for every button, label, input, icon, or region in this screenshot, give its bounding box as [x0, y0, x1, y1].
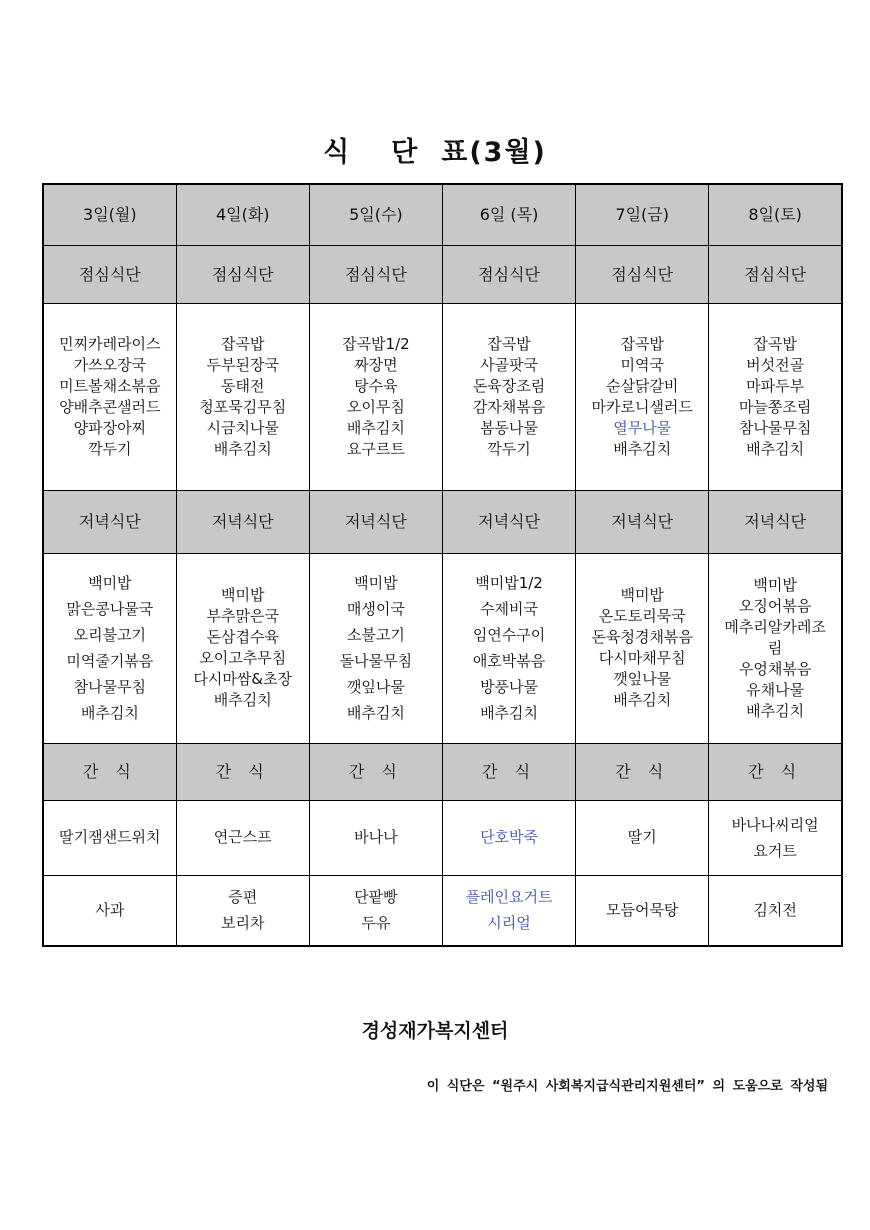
menu-item: 배추김치	[746, 701, 805, 720]
snack-label: 간 식	[176, 743, 309, 800]
snack-label: 간 식	[442, 743, 575, 800]
menu-item: 백미밥	[354, 574, 398, 592]
menu-item: 참나물무침	[738, 418, 812, 437]
lunch-cell-thu	[442, 303, 575, 490]
menu-item: 유채나물	[746, 680, 805, 699]
menu-item: 양배추콘샐러드	[59, 397, 161, 416]
menu-item: 다시마쌈&초장	[193, 670, 293, 688]
snack-label: 간 식	[43, 743, 176, 800]
title-part-3: 표(3월)	[441, 137, 547, 168]
snack1-cell-mon	[43, 800, 176, 875]
menu-item: 잡곡밥	[753, 334, 797, 353]
snack2-cell-thu	[442, 875, 575, 946]
menu-item: 배추김치	[746, 439, 805, 458]
lunch-cell-tue	[176, 303, 309, 490]
menu-item: 마늘쫑조림	[738, 397, 812, 416]
meal-plan-table	[42, 183, 843, 947]
menu-item: 배추김치	[213, 439, 272, 458]
dinner-label: 저녁식단	[709, 490, 842, 553]
menu-item: 배추김치	[613, 691, 672, 709]
menu-item: 잡곡밥1/2	[342, 334, 410, 353]
menu-item: 가쓰오장국	[73, 355, 147, 374]
menu-item: 깻잎나물	[346, 678, 405, 696]
menu-item-highlight: 플레인요거트	[465, 888, 553, 907]
menu-item: 민찌카레라이스	[59, 334, 161, 353]
snack-label: 간 식	[709, 743, 842, 800]
menu-item: 돈육장조림	[472, 376, 546, 395]
day-header-cell: 5일(수)	[309, 184, 442, 245]
title-part-1: 식	[323, 137, 352, 168]
dinner-cell-wed	[309, 553, 442, 743]
menu-item: 백미밥	[620, 586, 664, 604]
snack1-cell-tue	[176, 800, 309, 875]
dinner-label: 저녁식단	[176, 490, 309, 553]
menu-item: 증편	[228, 888, 258, 907]
dinner-header-row	[43, 490, 842, 553]
menu-item: 배추김치	[613, 439, 672, 458]
lunch-label: 점심식단	[43, 245, 176, 303]
menu-item: 돌나물무침	[339, 652, 413, 670]
lunch-row	[43, 303, 842, 490]
snack1-cell-sat	[709, 800, 842, 875]
menu-item: 배추김치	[346, 418, 405, 437]
lunch-cell-sat	[709, 303, 842, 490]
menu-item: 양파장아찌	[73, 418, 147, 437]
snack-row-1	[43, 800, 842, 875]
menu-item: 배추김치	[480, 704, 539, 722]
menu-item: 부추맑은국	[206, 607, 279, 625]
menu-item: 미트볼채소볶음	[59, 376, 161, 395]
menu-item: 시금치나물	[206, 418, 279, 437]
menu-item: 깻잎나물	[613, 670, 672, 688]
dinner-row	[43, 553, 842, 743]
dinner-label: 저녁식단	[442, 490, 575, 553]
menu-item-highlight: 단호박죽	[480, 828, 539, 846]
menu-item: 버섯전골	[746, 355, 805, 374]
menu-item: 미역줄기볶음	[66, 652, 154, 670]
menu-item: 청포묵김무침	[199, 397, 287, 416]
credit-note: 이 식단은 “원주시 사회복지급식관리지원센터” 의 도움으로 작성됨	[426, 1079, 828, 1094]
menu-item: 바나나씨리얼	[731, 815, 819, 834]
menu-item: 요거트	[753, 841, 797, 860]
menu-item: 딸기	[627, 828, 657, 846]
lunch-cell-wed	[309, 303, 442, 490]
day-header-cell: 4일(화)	[176, 184, 309, 245]
menu-item: 잡곡밥	[487, 334, 531, 353]
menu-item: 탕수육	[354, 376, 398, 395]
menu-item: 딸기잼샌드위치	[59, 828, 161, 846]
snack1-cell-wed	[309, 800, 442, 875]
menu-item: 오리불고기	[73, 626, 147, 644]
center-name: 경성재가복지센터	[361, 1020, 509, 1042]
menu-item: 오이무침	[346, 397, 405, 416]
menu-item: 사골팟국	[480, 355, 539, 374]
menu-item: 두유	[361, 914, 391, 933]
menu-item: 배추김치	[346, 704, 405, 722]
snack1-cell-thu	[442, 800, 575, 875]
menu-item: 임연수구이	[472, 626, 546, 644]
menu-item: 연근스프	[213, 828, 272, 846]
day-header-cell: 8일(토)	[709, 184, 842, 245]
menu-item: 보리차	[220, 914, 265, 933]
dinner-cell-sat	[709, 553, 842, 743]
menu-item: 소불고기	[346, 626, 405, 644]
dinner-cell-mon	[43, 553, 176, 743]
dinner-cell-fri	[576, 553, 709, 743]
menu-item: 미역국	[620, 355, 664, 374]
menu-item: 요구르트	[346, 439, 405, 458]
menu-item: 우엉채볶음	[738, 659, 812, 678]
lunch-label: 점심식단	[309, 245, 442, 303]
snack2-cell-mon	[43, 875, 176, 946]
menu-item: 잡곡밥	[620, 334, 664, 353]
dinner-label: 저녁식단	[309, 490, 442, 553]
snack-row-2	[43, 875, 842, 946]
menu-item: 깍두기	[487, 439, 531, 458]
menu-item: 두부된장국	[206, 355, 279, 374]
menu-item: 매생이국	[346, 600, 405, 618]
lunch-header-row	[43, 245, 842, 303]
snack-label: 간 식	[576, 743, 709, 800]
menu-item: 동태전	[220, 376, 265, 395]
menu-item: 김치전	[753, 900, 797, 919]
snack2-cell-tue	[176, 875, 309, 946]
lunch-label: 점심식단	[176, 245, 309, 303]
lunch-cell-mon	[43, 303, 176, 490]
dinner-label: 저녁식단	[576, 490, 709, 553]
menu-item: 메추리알카레조	[724, 617, 826, 636]
menu-item: 돈육청경채볶음	[591, 628, 693, 646]
snack2-cell-sat	[709, 875, 842, 946]
menu-item: 마파두부	[746, 376, 805, 395]
menu-item: 온도토리묵국	[598, 607, 686, 625]
day-header-cell: 7일(금)	[576, 184, 709, 245]
menu-item: 참나물무침	[73, 678, 147, 696]
menu-item: 수제비국	[480, 600, 539, 618]
menu-item: 짜장면	[354, 355, 398, 374]
menu-item: 모듬어묵탕	[605, 900, 679, 919]
dinner-cell-tue	[176, 553, 309, 743]
day-header-row	[43, 184, 842, 245]
page-title	[0, 130, 870, 169]
lunch-label: 점심식단	[709, 245, 842, 303]
menu-item: 오징어볶음	[738, 596, 812, 615]
dinner-label: 저녁식단	[43, 490, 176, 553]
menu-item: 바나나	[354, 828, 398, 846]
menu-item: 다시마채무침	[598, 649, 686, 667]
menu-item: 깍두기	[88, 439, 132, 458]
lunch-cell-fri	[576, 303, 709, 490]
lunch-label: 점심식단	[576, 245, 709, 303]
snack2-cell-wed	[309, 875, 442, 946]
menu-item: 단팥빵	[354, 888, 398, 907]
menu-item: 배추김치	[213, 691, 272, 709]
menu-item: 배추김치	[80, 704, 139, 722]
menu-item: 애호박볶음	[472, 652, 546, 670]
menu-item-highlight: 열무나물	[613, 418, 672, 437]
menu-item: 돈삼겹수육	[206, 628, 279, 646]
lunch-label: 점심식단	[442, 245, 575, 303]
menu-item-highlight: 시리얼	[487, 914, 531, 933]
menu-item: 감자채볶음	[472, 397, 546, 416]
menu-item: 백미밥1/2	[475, 574, 543, 592]
menu-item: 맑은콩나물국	[66, 600, 154, 618]
menu-item: 잡곡밥	[220, 334, 265, 353]
menu-item: 봄동나물	[480, 418, 539, 437]
dinner-cell-thu	[442, 553, 575, 743]
menu-item: 오이고추무침	[199, 649, 287, 667]
snack-header-row	[43, 743, 842, 800]
menu-item: 림	[767, 638, 783, 657]
menu-item: 사과	[95, 900, 125, 919]
snack2-cell-fri	[576, 875, 709, 946]
title-part-2: 단	[391, 137, 420, 168]
menu-item: 순살닭갈비	[605, 376, 679, 395]
day-header-cell: 3일(월)	[43, 184, 176, 245]
menu-item: 백미밥	[753, 575, 797, 594]
menu-item: 백미밥	[220, 586, 265, 604]
snack1-cell-fri	[576, 800, 709, 875]
menu-item: 마카로니샐러드	[591, 397, 693, 416]
menu-item: 방풍나물	[480, 678, 539, 696]
snack-label: 간 식	[309, 743, 442, 800]
day-header-cell: 6일 (목)	[442, 184, 575, 245]
menu-item: 백미밥	[88, 574, 132, 592]
